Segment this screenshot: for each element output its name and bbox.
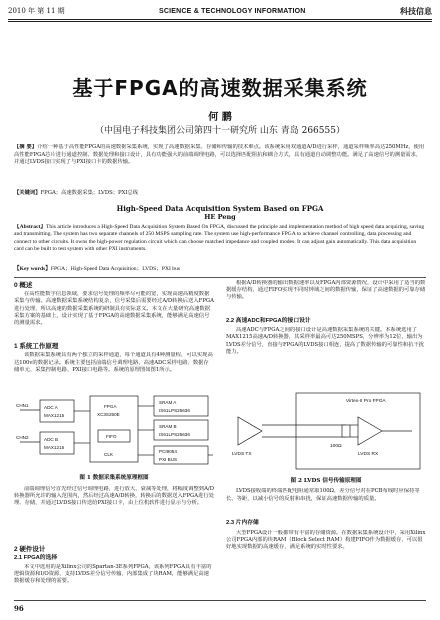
left-column (14, 280, 214, 594)
fig1-pci-label: PCI9054 (159, 449, 177, 455)
section-2-1-body: 本文中选用的是Xilinx公司的Spartan-3E系列FPGA，该系列FPGA具有丰富的逻辑资源和I/O资源，支持LVDS差分信号传输，内部集成了块RAM，能够满足高速数据缓存和处理的需要。 (14, 564, 212, 585)
fig1-adc-b-part: MAX1215 (44, 445, 65, 451)
journal-name-cn: 科技信息 (399, 5, 432, 16)
author: 何 鹏 (208, 112, 232, 123)
fig1-sram-a-label: SRAM A (159, 400, 177, 406)
footer-rule (14, 600, 426, 601)
fig2-resistor-label: 100Ω (330, 444, 342, 450)
fig2-rx-label: LVDS RX (358, 452, 379, 458)
figure-2-caption: 图 2 LVDS 信号传输原理图 (290, 478, 362, 485)
section-2-2-body-2: LVDS接收端的终端匹配电阻通常取100Ω，差分信号对在PCB布线时应保持等长、等距，以减小信号的反射和串扰，保证高速数据传输的质量。 (226, 488, 420, 502)
fig2-tx-label: LVDS TX (232, 452, 252, 458)
abstract-cn-text: 介绍一种基于高性能FPGA的高速数据采集系统，实现了高速数据采集、存储和传输的技术难点。该系统采用双通道A/D进行采样，通道采样频率高达250MHz，使用高性能FPGA芯片进行通道控制、数据处理和接口设计，具有功能强大的前端调理电路，可以选择匹配阻抗和耦合方式，具有通道自动调整功能。满足了高速信号的测量需求，并通过LVDS接口实现了与PXI接口卡的数据传输。 (14, 144, 425, 166)
section-0-heading: 0 概述 (14, 282, 33, 289)
abstract-cn-label: 【摘 要】 (14, 144, 38, 150)
abstract-cn (14, 144, 426, 190)
header-rule-2 (8, 21, 432, 22)
fig1-sram-a-part: IS61LPS25636 (159, 408, 190, 414)
paper-title: 基于FPGA的高速数据采集系统 (72, 76, 368, 100)
figure-1-caption: 图 1 数据采集系统原理框图 (79, 475, 149, 482)
keywords-en-text: FPGA；High-Speed Data Acquisition；LVDS；PXI bus (50, 266, 181, 272)
right-column (226, 280, 426, 588)
title-en: High-Speed Data Acquisition System Based on FPGA (116, 204, 324, 213)
abstract-divider (14, 277, 426, 278)
section-2-heading: 2 硬件设计 (14, 545, 46, 553)
section-1-heading: 1 系统工作原理 (14, 343, 59, 351)
figure-2 (226, 387, 426, 475)
keywords-cn (14, 190, 426, 198)
section-2-3-body: 大型FPGA设计一般都带有丰富的存储资源。在数据采集系统设计中，采用Xilinx公司FPGA内部的块RAM（Block Select RAM）构建FIFO作为数据缓存，可以很好地实现数据的高速缓存，满足系统的实时性要求。 (226, 529, 426, 551)
section-2-1-heading: 2.1 FPGA的选择 (14, 554, 58, 561)
fig1-chn2-label: CHN2 (16, 435, 29, 441)
fig1-sram-b-label: SRAM B (159, 424, 177, 430)
section-1-body: 该数据采集系统具有两个独立的采样通道，每个通道具有4种测量程，可以实现高达100v的数据记录。系统主要包括前端信号调理电路、高速ADC采样电路、数据存储单元、采集控制电路、PXI接口电路等。系统的原理图如图1所示。 (14, 352, 213, 373)
section-0-body: 在高性能数字信息领域，要求信号处理的频率尽可能的宽，实现高速高精度数据采集与传输。高速数据采集系统结构复杂，信号采集后需要经过A/D转换后送入FPGA进行处理，所以高速的数据采集系统的研制具有实际意义。本文在大量研究高速数据采集方案的基础上，设计实现了基于FPGA的高速数据采集系统，能够满足高速信号的测量需求。 (14, 291, 214, 327)
figure-1 (14, 390, 214, 472)
section-2-2-body: 高速ADC与FPGA之间的接口设计是高速数据采集系统的关键。本系统选用了MAX1215高速A/D转换器，其采样率最高可达250MSPS，分辨率为12位，输出为LVDS差分信号，直接与FPGA的LVDS接口相连，提高了数据传输的可靠性和抗干扰能力。 (226, 327, 425, 355)
affiliation: （中国电子科技集团公司第四十一研究所 山东 青岛 266555） (95, 126, 345, 136)
journal-name-en: SCIENCE & TECHNOLOGY INFORMATION (159, 7, 306, 15)
keywords-en (14, 266, 426, 274)
fig1-clk-label: CLK (104, 452, 113, 458)
section-2-3-heading: 2.3 片内存储 (226, 520, 259, 527)
fig2-chip-label: Virtex-II Pro FPGA (346, 399, 386, 405)
abstract-en-text: This article introduces a High-Speed Data Acquisition System Based On FPGA, discussed the principle and implementation method of high speed data acquiring, saving and transmitting. The system has two separate channels of 250 MSPS sampling rate. The system use high-performance FPGA to achieve channel controlling, data processing and connect to other circuits. It owns the high-power regulation circuit which can choose matched impedance and coupled modes. It can adjust gain automatically. This data acquisition card can be built to test system with other PXI instruments. (14, 224, 425, 253)
section-2-2-heading: 2.2 高速ADC和FPGA的接口设计 (226, 318, 311, 324)
section-1-body-2: 前端调理信号首先经过信号调理电路，进行放大、衰减等处理，将幅度调整到A/D转换器所允许的输入范围内，然后经过高速A/D转换，转换后的数据送入FPGA进行处理、存储，并通过LVDS接口传送给PXI接口卡，由上位机软件进行显示与分析。 (14, 485, 214, 507)
running-header (8, 4, 432, 18)
page-number: 96 (14, 604, 24, 613)
keywords-cn-text: FPGA；高速数据采集；LVDS；PXI总线 (40, 190, 139, 196)
abstract-en-label: 【Abstract】 (14, 224, 47, 230)
keywords-cn-label: 【关键词】 (14, 190, 41, 196)
fig1-fifo-label: FIFO (106, 434, 117, 440)
header-rule (8, 19, 432, 20)
figure-2-diagram (226, 387, 426, 475)
fig1-fpga-part: XC3S250E (97, 412, 120, 418)
section-2-body-right: 根据A/D转换器的输出数据速率以及FPGA内部资源情况，设计中采用了适当的数据缓存结构，通过FIFO实现不同时钟域之间的数据传输，保证了高速数据的可靠存储与传输。 (226, 280, 426, 301)
fig1-adc-b-label: ADC B (44, 437, 59, 443)
issue-label: 2010 年 第 11 期 (8, 7, 65, 15)
author-en: HE Peng (204, 213, 236, 221)
fig1-sram-b-part: IS61LPS25636 (159, 432, 190, 438)
fig1-adc-a-part: MAX1215 (44, 413, 65, 419)
abstract-en (14, 224, 426, 269)
fig1-adc-a-label: ADC A (44, 405, 58, 411)
fig1-pxi-label: PXI BUS (159, 457, 178, 463)
fig1-fpga-label: FPGA (104, 404, 117, 410)
figure-1-diagram (14, 390, 214, 472)
fig1-chn1-label: CHN1 (16, 403, 29, 409)
keywords-en-label: 【Key words】 (14, 266, 51, 272)
